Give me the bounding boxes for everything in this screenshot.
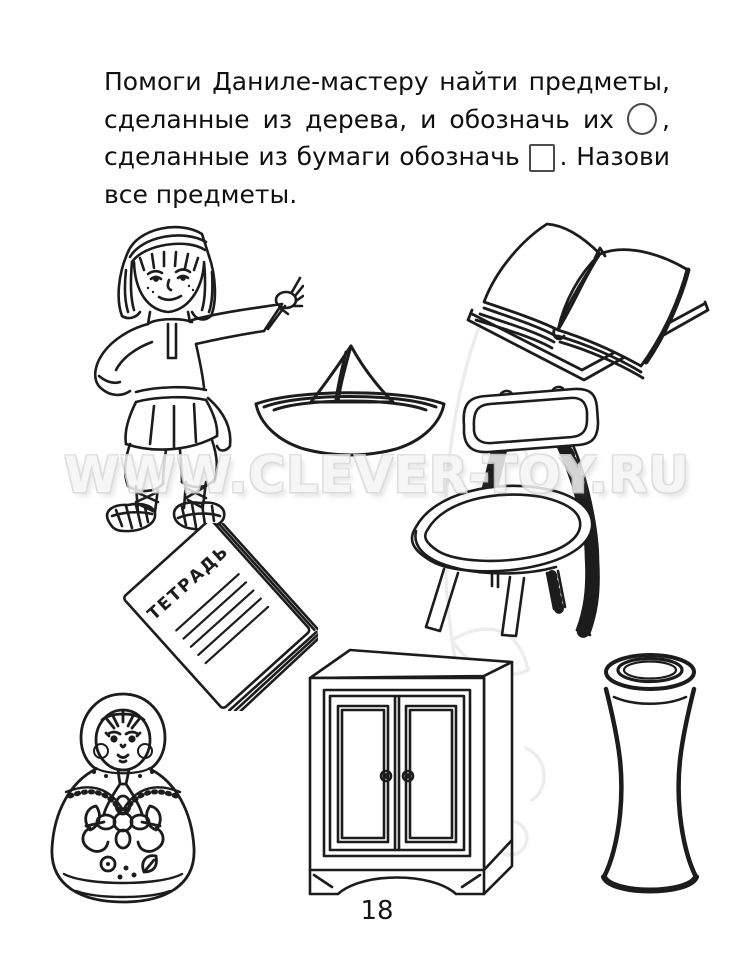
instruction-line-2 — [104, 101, 670, 139]
doll-silhouette — [52, 694, 194, 902]
wooden-cabinet-figure — [298, 642, 516, 910]
vase-left-edge — [604, 689, 621, 877]
wooden-chair-figure — [400, 385, 612, 640]
instruction-text — [104, 63, 670, 213]
open-book-figure — [462, 222, 714, 394]
circle-symbol — [627, 103, 657, 135]
vase-bottom — [604, 877, 696, 891]
watermark-text: WWW.CLEVER-TOY.RU — [64, 446, 690, 504]
instruction-line-4-text: все предметы. — [104, 179, 298, 209]
cabinet-front — [310, 678, 484, 870]
instruction-line-1-text: Помоги Даниле-мастеру найти предметы, — [104, 67, 670, 96]
outstretched-arm — [192, 304, 282, 320]
chair-seat — [412, 486, 592, 571]
wood-marker-group — [627, 105, 670, 134]
instruction-line-4 — [104, 176, 670, 214]
matryoshka-doll-figure — [46, 688, 201, 910]
cabinet-base — [310, 870, 484, 894]
instruction-line-1 — [104, 63, 670, 101]
instruction-line-2-text: сделанные из дерева, и обозначь их — [104, 104, 614, 134]
paper-marker-group — [529, 142, 670, 171]
headband — [128, 227, 209, 256]
belt — [136, 387, 206, 402]
instruction-line-3-text: сделанные из бумаги обозначь — [104, 142, 520, 171]
cabinet-top — [310, 650, 512, 678]
after-square-text: . Назови — [559, 142, 670, 171]
cabinet-side — [484, 662, 512, 870]
vase-right-edge — [679, 689, 696, 877]
page-number: 18 — [360, 896, 394, 926]
notebook-title-text: ТЕТРАДЬ — [143, 541, 234, 625]
square-symbol — [529, 144, 555, 172]
notebook-figure — [118, 523, 318, 711]
wooden-vase-figure — [590, 645, 710, 907]
instruction-line-3 — [104, 138, 670, 176]
after-circle-text: , — [662, 104, 670, 134]
